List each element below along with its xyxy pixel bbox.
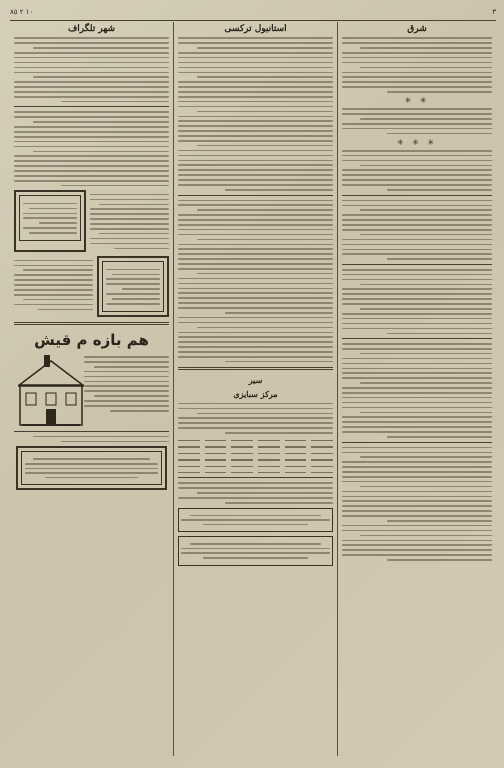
schedule-table xyxy=(178,437,333,473)
ad-box xyxy=(14,190,86,252)
article-text xyxy=(342,447,492,561)
divider xyxy=(14,106,169,107)
issue-date: ١٠ ٢ ٨٥ xyxy=(10,8,34,16)
section-subheading: مرکز سبایزی xyxy=(233,389,278,400)
ad-box xyxy=(16,446,167,490)
article-text xyxy=(178,482,333,503)
article-text xyxy=(14,111,169,186)
article-text xyxy=(14,436,169,442)
ad-headline: هم بازه م قیش xyxy=(34,330,149,349)
column-middle-title: استانبول ترکسی xyxy=(224,24,287,34)
divider xyxy=(342,442,492,443)
divider xyxy=(14,322,169,325)
column-middle xyxy=(174,22,338,756)
section-heading: سیر xyxy=(248,375,263,386)
text-block xyxy=(90,190,169,252)
notice-box xyxy=(178,536,333,565)
columns xyxy=(10,22,496,756)
notice-box xyxy=(178,508,333,533)
article-text xyxy=(342,343,492,438)
issue-number: ٣ xyxy=(492,8,496,16)
column-left-title: شهر تلگراف xyxy=(67,24,116,34)
column-right-title: شرق xyxy=(407,24,427,34)
divider xyxy=(14,431,169,432)
article-text xyxy=(178,200,333,363)
article-text xyxy=(342,108,492,134)
house-ad xyxy=(14,353,169,427)
article-text xyxy=(14,37,169,102)
divider xyxy=(178,195,333,196)
column-right xyxy=(338,22,496,756)
article-text xyxy=(342,37,492,92)
house-illustration xyxy=(18,355,84,427)
page-header xyxy=(10,6,496,21)
divider xyxy=(342,338,492,339)
divider xyxy=(342,195,492,196)
article-text xyxy=(342,269,492,334)
divider xyxy=(342,264,492,265)
section-divider: ✳ ✳ xyxy=(404,95,430,105)
ad-row xyxy=(14,256,169,316)
divider xyxy=(178,367,333,370)
article-text xyxy=(342,150,492,191)
article-text xyxy=(342,200,492,260)
ad-box xyxy=(97,256,169,316)
ad-text xyxy=(84,353,169,415)
column-left xyxy=(10,22,174,756)
article-text xyxy=(178,37,333,190)
article-text xyxy=(178,403,333,434)
section-divider: ✳ ✳ ✳ xyxy=(396,137,438,147)
ad-row xyxy=(14,190,169,252)
text-block xyxy=(14,256,93,316)
divider xyxy=(178,477,333,478)
